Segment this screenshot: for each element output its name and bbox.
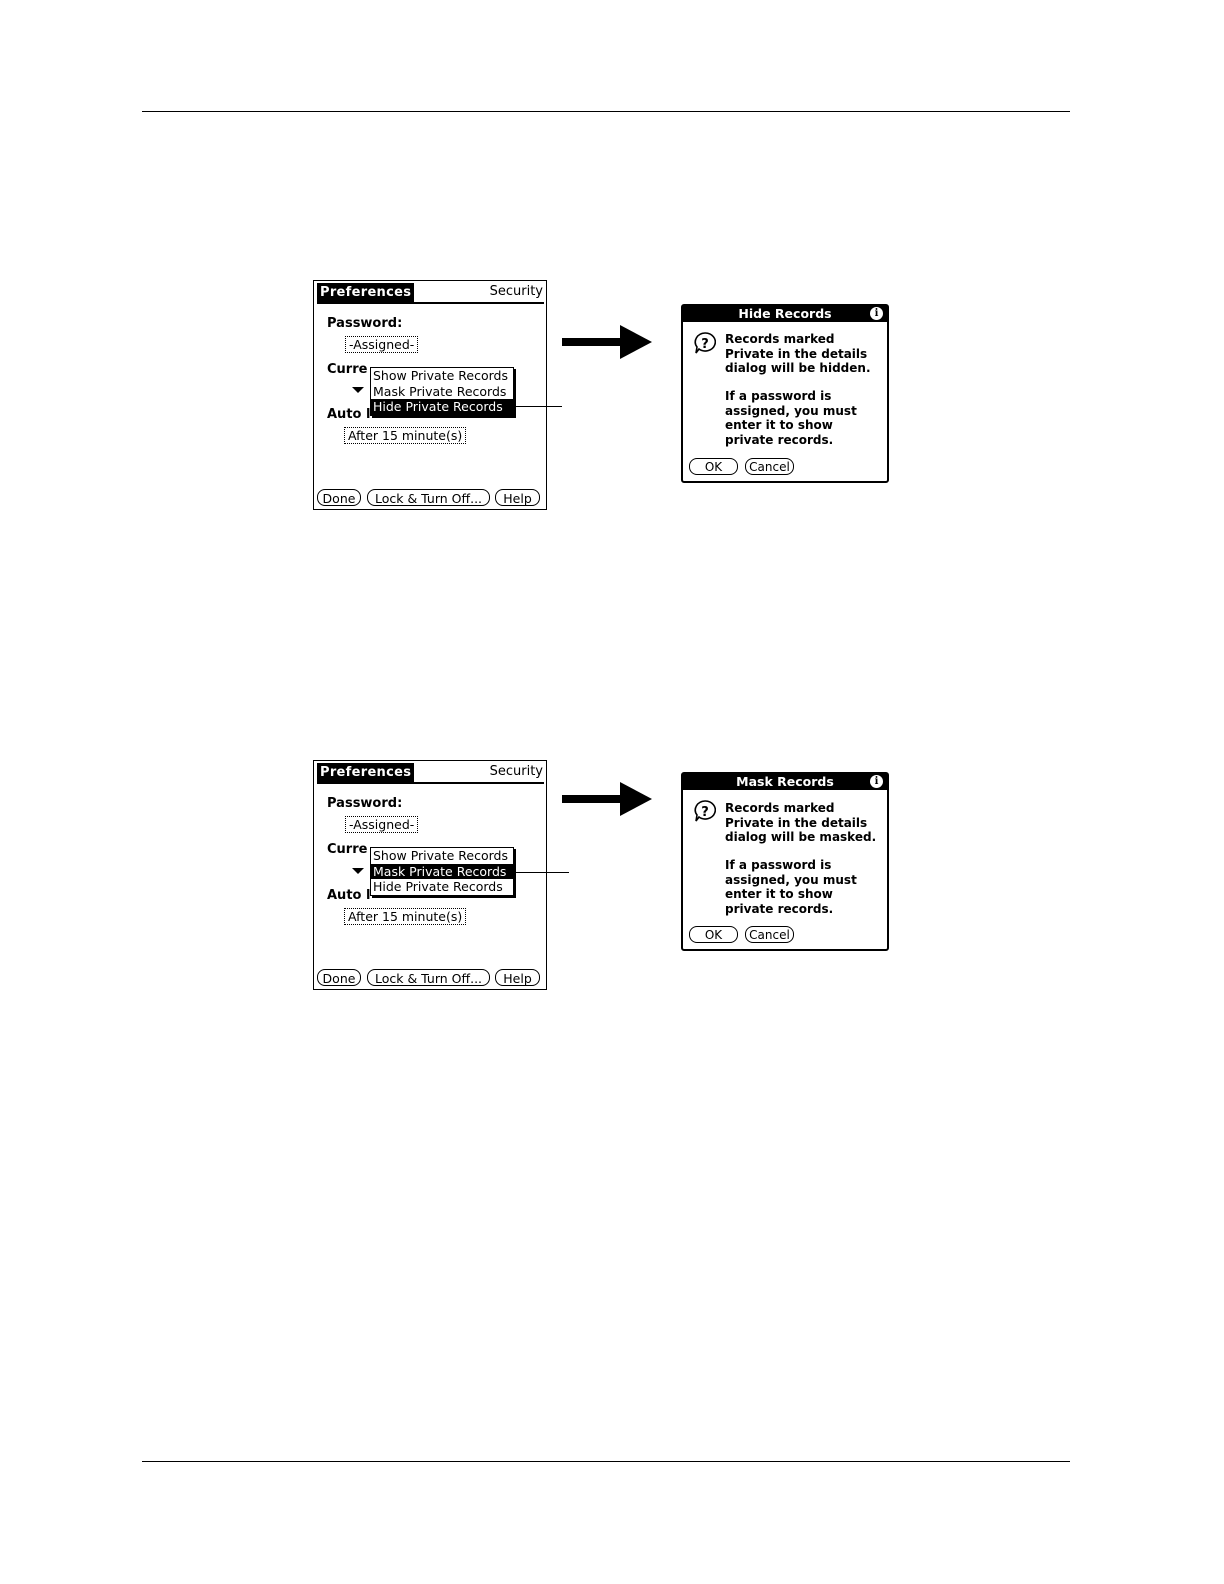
question-icon <box>694 332 716 354</box>
auto-lock-label: Auto l <box>327 407 371 422</box>
mask-records-dialog <box>681 772 889 951</box>
menu-item-hide-private[interactable]: Hide Private Records <box>373 879 503 894</box>
title-bar <box>317 283 544 304</box>
menu-item-show-private[interactable]: Show Private Records <box>373 848 508 863</box>
menu-item-show-private[interactable]: Show Private Records <box>373 368 508 383</box>
question-icon <box>694 800 716 822</box>
footer-rule <box>142 1461 1070 1462</box>
password-field[interactable]: -Assigned- <box>345 816 418 833</box>
menu-item-mask-private[interactable]: Mask Private Records <box>373 383 507 399</box>
done-button[interactable]: Done <box>317 969 361 986</box>
dialog-message-1: Records marked Private in the details dialog will be hidden. <box>725 332 871 375</box>
cancel-button[interactable]: Cancel <box>745 926 794 943</box>
header-rule <box>142 111 1070 112</box>
svg-text:?: ? <box>701 337 709 352</box>
dropdown-triangle-icon[interactable] <box>352 387 364 393</box>
auto-lock-field[interactable]: After 15 minute(s) <box>344 427 466 444</box>
dropdown-triangle-icon[interactable] <box>352 868 364 874</box>
cancel-button[interactable]: Cancel <box>745 458 794 475</box>
app-title: Preferences <box>317 283 414 302</box>
help-button[interactable]: Help <box>495 969 540 986</box>
dialog-title: Mask Records i <box>683 774 887 790</box>
lock-turn-off-button[interactable]: Lock & Turn Off... <box>367 969 490 986</box>
right-arrow-icon <box>562 325 652 359</box>
ok-button[interactable]: OK <box>689 926 738 943</box>
current-privacy-label: Curre <box>327 362 368 377</box>
auto-lock-label: Auto l <box>327 888 371 903</box>
done-button[interactable]: Done <box>317 489 361 506</box>
current-privacy-label: Curre <box>327 842 368 857</box>
dialog-message-1: Records marked Private in the details dialog will be masked. <box>725 801 877 844</box>
menu-item-mask-private[interactable]: Mask Private Records <box>371 864 513 880</box>
lock-turn-off-button[interactable]: Lock & Turn Off... <box>367 489 490 506</box>
help-button[interactable]: Help <box>495 489 540 506</box>
info-icon[interactable]: i <box>870 307 883 320</box>
privacy-popup-menu <box>370 847 514 896</box>
dialog-message-2: If a password is assigned, you must enter it to show private records. <box>725 389 857 447</box>
callout-line <box>512 406 562 407</box>
auto-lock-field[interactable]: After 15 minute(s) <box>344 908 466 925</box>
title-bar <box>317 763 544 784</box>
password-label: Password: <box>327 316 403 331</box>
info-icon[interactable]: i <box>870 775 883 788</box>
app-title: Preferences <box>317 763 414 782</box>
menu-item-hide-private[interactable]: Hide Private Records <box>371 399 513 415</box>
right-arrow-icon <box>562 782 652 816</box>
security-preferences-screen-1 <box>313 280 547 510</box>
privacy-popup-menu <box>370 367 514 416</box>
ok-button[interactable]: OK <box>689 458 738 475</box>
callout-line <box>512 872 569 873</box>
panel-picker[interactable]: Security <box>489 764 543 779</box>
svg-text:?: ? <box>701 805 709 820</box>
hide-records-dialog <box>681 304 889 483</box>
dialog-title: Hide Records i <box>683 306 887 322</box>
panel-picker[interactable]: Security <box>489 284 543 299</box>
password-field[interactable]: -Assigned- <box>345 336 418 353</box>
password-label: Password: <box>327 796 403 811</box>
security-preferences-screen-2 <box>313 760 547 990</box>
dialog-message-2: If a password is assigned, you must enter it to show private records. <box>725 858 857 916</box>
